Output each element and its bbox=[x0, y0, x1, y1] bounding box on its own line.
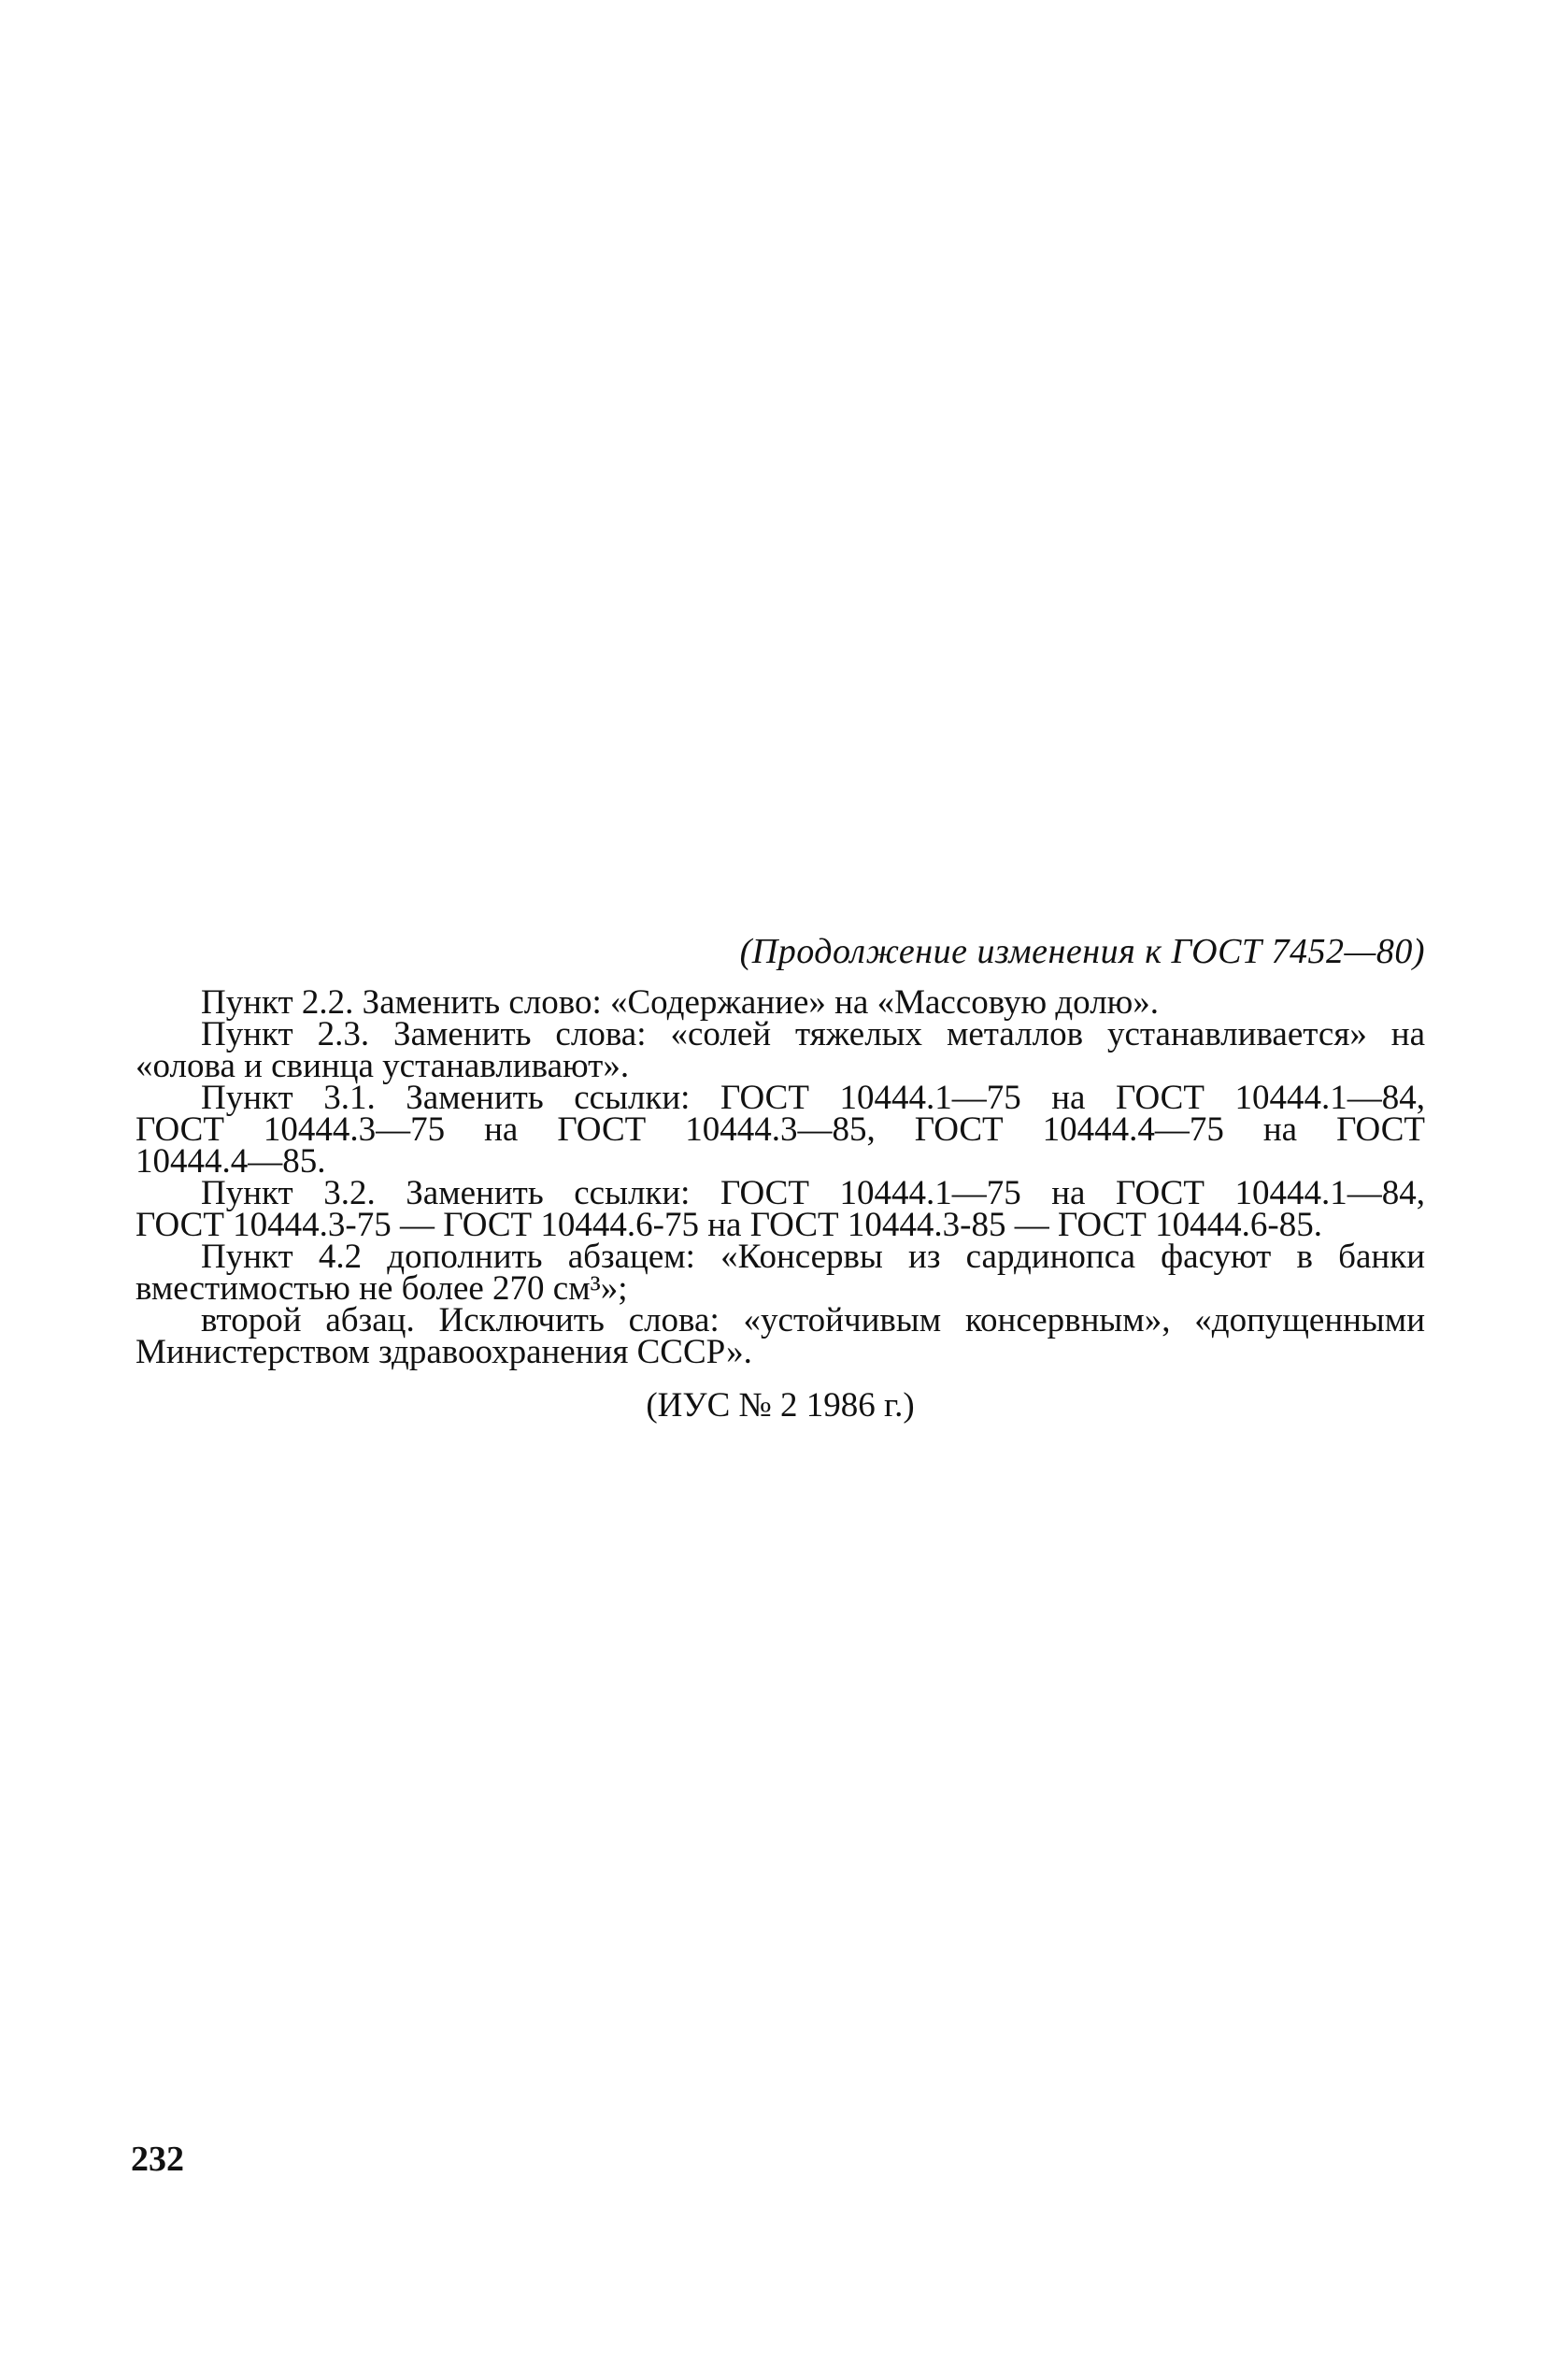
text-line: ГОСТ 10444.3—75 на ГОСТ 10444.3—85, ГОСТ 10444.4—75 на ГОСТ bbox=[135, 1110, 1425, 1149]
paragraph-second-clause bbox=[135, 1301, 1425, 1371]
text-line: Пункт 3.2. Заменить ссылки: ГОСТ 10444.1—75 на ГОСТ 10444.1—84, bbox=[201, 1174, 1425, 1212]
paragraph-3-1 bbox=[135, 1079, 1425, 1181]
text-line: вместимостью не более 270 см³»; bbox=[135, 1269, 628, 1308]
text-line: Пункт 2.3. Заменить слова: «солей тяжелых металлов устанавливается» на bbox=[201, 1015, 1425, 1053]
text-line: 10444.4—85. bbox=[135, 1142, 326, 1181]
paragraph-2-2 bbox=[135, 983, 1425, 1022]
text-line: Пункт 2.2. Заменить слово: «Содержание» на «Массовую долю». bbox=[201, 983, 1160, 1022]
amendment-text bbox=[135, 933, 1425, 1425]
text-line: Пункт 4.2 дополнить абзацем: «Консервы из сардинопса фасуют в банки bbox=[201, 1238, 1425, 1276]
paragraph-2-3 bbox=[135, 1015, 1425, 1085]
text-line: ГОСТ 10444.3-75 — ГОСТ 10444.6-75 на ГОСТ 10444.3-85 — ГОСТ 10444.6-85. bbox=[135, 1206, 1322, 1244]
text-line: «олова и свинца устанавливают». bbox=[135, 1047, 630, 1085]
source-reference: (ИУС № 2 1986 г.) bbox=[646, 1386, 915, 1425]
text-line: Министерством здравоохранения СССР». bbox=[135, 1333, 752, 1371]
text-line: Пункт 3.1. Заменить ссылки: ГОСТ 10444.1—75 на ГОСТ 10444.1—84, bbox=[201, 1079, 1425, 1117]
paragraph-3-2 bbox=[135, 1174, 1425, 1244]
continuation-heading: (Продолжение изменения к ГОСТ 7452—80) bbox=[739, 932, 1425, 971]
text-line: второй абзац. Исключить слова: «устойчивым консервным», «допущенными bbox=[201, 1301, 1425, 1339]
page-number: 232 bbox=[131, 2140, 184, 2179]
paragraph-4-2 bbox=[135, 1238, 1425, 1308]
